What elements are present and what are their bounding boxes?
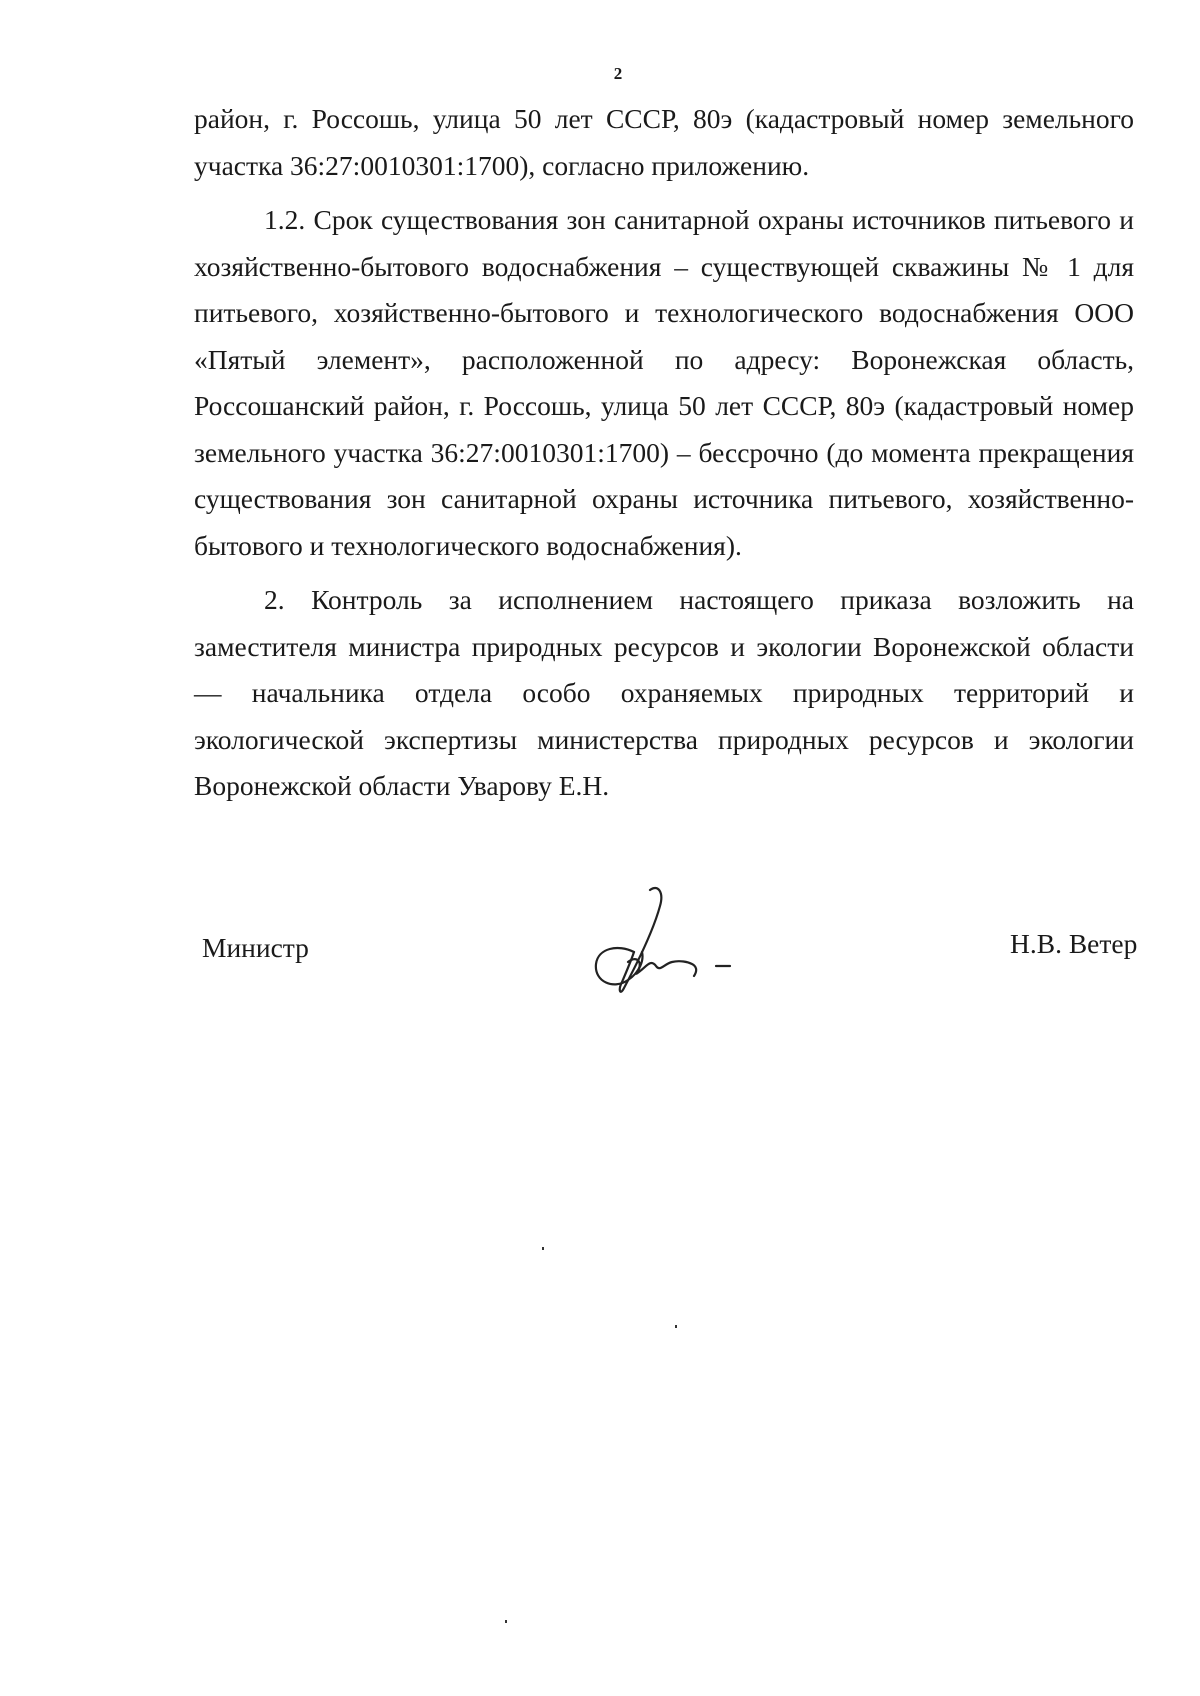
signatory-name: Н.В. Ветер bbox=[1010, 928, 1138, 959]
scan-speck bbox=[505, 1620, 507, 1623]
paragraph-2: 2. Контроль за исполнением настоящего приказа возложить на заместителя министра природных ресурсов и экологии Воронежской области — начальника отдела особо охраняемых природных территорий и экологической экспертизы министерства природных ресурсов и экологии Воронежской области Уварову Е.Н. bbox=[194, 584, 1134, 801]
signatory-title: Министр bbox=[202, 932, 309, 963]
handwritten-signature bbox=[588, 878, 748, 1008]
signature-block bbox=[0, 920, 1200, 1030]
scan-speck bbox=[542, 1247, 544, 1250]
document-body bbox=[194, 96, 1134, 810]
paragraph-1-2: 1.2. Срок существования зон санитарной охраны источников питьевого и хозяйственно-бытового водоснабжения – существующей скважины № 1 для питьевого, хозяйственно-бытового и технологического водоснабжения ООО «Пятый элемент», расположенной по адресу: Воронежская область, Россошанский район, г. Россошь, улица 50 лет СССР, 80э (кадастровый номер земельного участка 36:27:0010301:1700) – бессрочно (до момента прекращения существования зон санитарной охраны источника питьевого, хозяйственно-бытового и технологического водоснабжения). bbox=[194, 204, 1134, 561]
paragraph-continuation: район, г. Россошь, улица 50 лет СССР, 80э (кадастровый номер земельного участка 36:27:0010301:1700), согласно приложению. bbox=[194, 103, 1134, 181]
page-number: 2 bbox=[613, 64, 623, 83]
scan-speck bbox=[675, 1325, 677, 1328]
